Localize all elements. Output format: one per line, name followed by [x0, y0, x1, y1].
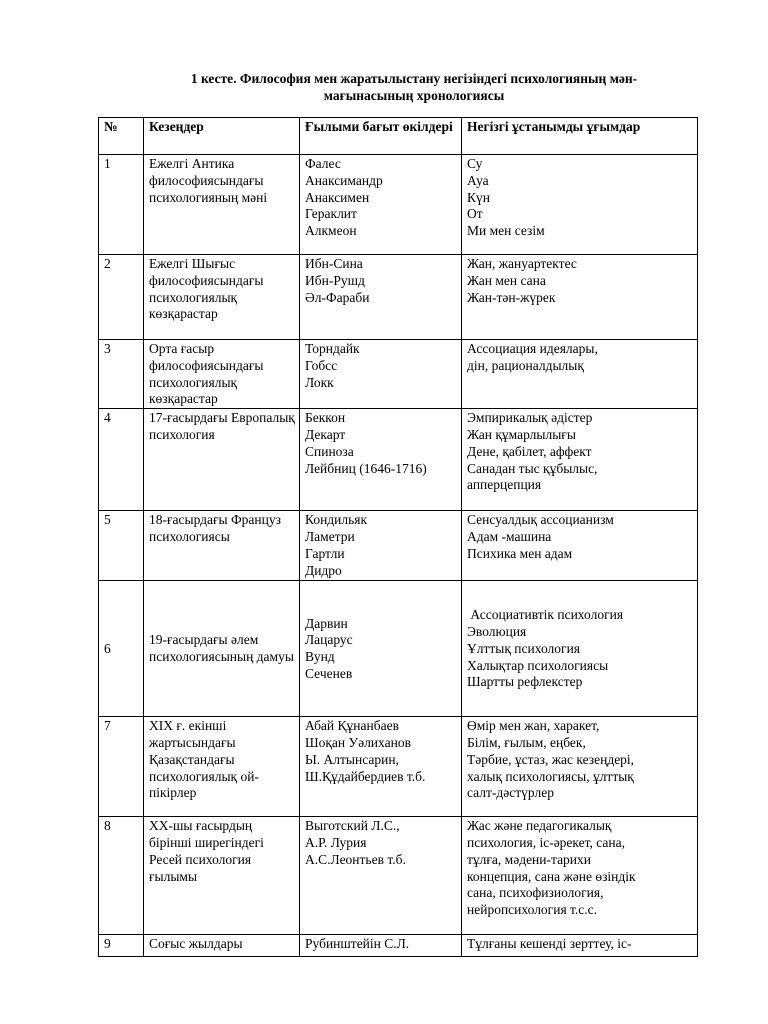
table-row [99, 817, 698, 935]
row-number: 3 [99, 340, 144, 409]
row-representatives [300, 581, 462, 717]
row-concepts [462, 511, 698, 581]
row-period: ХХ-шы ғасырдың бірінші ширегіндегі Ресей психология ғылымы [144, 817, 300, 935]
row-number: 7 [99, 717, 144, 817]
row-concepts [462, 340, 698, 409]
representative-name: Рубинштейін С.Л. [305, 936, 410, 952]
representative-name: Декарт [305, 426, 346, 442]
concept-item: Тұлғаны кешенді зерттеу, іс- [467, 936, 632, 952]
concept-item: Өмір мен жан, харакет, [467, 718, 600, 734]
row-representatives [300, 409, 462, 511]
concept-item: Халықтар психологиясы [467, 657, 609, 673]
row-concepts [462, 581, 698, 717]
row-period: 18-ғасырдағы Француз психологиясы [144, 511, 300, 581]
representative-name: Дарвин [305, 615, 348, 631]
row-number: 2 [99, 255, 144, 340]
caption-line-2: мағынасының хронологиясы [323, 88, 505, 103]
header-number: № [99, 118, 144, 155]
concept-item: Сенсуалдық ассоцианизм [467, 512, 614, 528]
concept-item: Тәрбие, ұстаз, жас кезеңдері, [467, 751, 635, 767]
header-concepts: Негізгі ұстанымды ұғымдар [462, 118, 698, 155]
row-period: Ежелгі Антика философиясындағы психологияның мәні [144, 155, 300, 255]
concept-item: От [467, 206, 483, 222]
row-concepts [462, 255, 698, 340]
row-period: Ежелгі Шығыс философиясындағы психологиялық көзқарастар [144, 255, 300, 340]
row-number: 6 [99, 581, 144, 717]
concept-item: салт-дәстүрлер [467, 785, 554, 801]
concept-item: Жан мен сана [467, 272, 546, 288]
concept-item: концепция, сана және өзіндік [467, 868, 636, 884]
row-representatives [300, 340, 462, 409]
caption-line-1: 1 кесте. Философия мен жаратылыстану негізіндегі психологияның мән- [190, 71, 638, 86]
row-concepts [462, 717, 698, 817]
representative-name: Алкмеон [305, 223, 357, 239]
row-number: 1 [99, 155, 144, 255]
concept-item: сана, психофизиология, [467, 885, 604, 901]
representative-name: Абай Құнанбаев [305, 718, 399, 734]
table-body [99, 155, 698, 957]
concept-item: Жан-тән-жүрек [467, 289, 556, 305]
header-period: Кезеңдер [144, 118, 300, 155]
concept-item: Жан, жануартектес [467, 256, 577, 271]
chronology-table [98, 117, 698, 957]
row-concepts [462, 409, 698, 511]
concept-item: Санадан тыс құбылыс, [467, 460, 598, 476]
representative-name: Кондильяк [305, 512, 368, 528]
row-concepts [462, 935, 698, 957]
concept-item: Эмпирикалық әдістер [467, 410, 593, 426]
representative-name: Вунд [305, 649, 335, 665]
concept-item: апперцепция [467, 477, 542, 493]
representative-name: Выготский Л.С., [305, 818, 400, 834]
representative-name: Лейбниц (1646-1716) [305, 460, 427, 476]
row-number: 9 [99, 935, 144, 957]
table-row [99, 155, 698, 255]
concept-item: психология, іс-әрекет, сана, [467, 834, 626, 850]
row-number: 8 [99, 817, 144, 935]
representative-name: А.Р. Лурия [305, 834, 367, 850]
row-representatives [300, 155, 462, 255]
representative-name: Локк [305, 374, 334, 390]
table-row [99, 511, 698, 581]
row-number: 5 [99, 511, 144, 581]
row-period: 19-ғасырдағы әлем психологиясының дамуы [144, 581, 300, 717]
representative-name: Гераклит [305, 206, 357, 222]
representative-name: Ы. Алтынсарин, [305, 751, 399, 767]
representative-name: Ш.Құдайбердиев т.б. [305, 768, 426, 784]
concept-item: дін, рационалдылық [467, 357, 584, 373]
representative-name: Дидро [305, 562, 342, 578]
concept-item: Су [467, 156, 483, 171]
row-representatives [300, 817, 462, 935]
concept-item: Шартты рефлекстер [467, 674, 583, 690]
representative-name: Гобсс [305, 357, 338, 373]
table-row [99, 255, 698, 340]
concept-item: халық психологиясы, ұлттық [467, 768, 634, 784]
row-representatives [300, 511, 462, 581]
representative-name: Сеченев [305, 665, 353, 681]
table-row [99, 581, 698, 717]
table-header-row [99, 118, 698, 155]
row-concepts [462, 155, 698, 255]
concept-item: Психика мен адам [467, 545, 573, 561]
representative-name: Спиноза [305, 443, 354, 459]
row-period: XIX ғ. екінші жартысындағы Қазақстандағы психологиялық ой-пікірлер [144, 717, 300, 817]
row-period: Соғыс жылдары [144, 935, 300, 957]
row-period: 17-ғасырдағы Европалық психология [144, 409, 300, 511]
row-representatives [300, 717, 462, 817]
concept-item: тұлға, мәдени-тарихи [467, 851, 592, 867]
representative-name: Ибн-Рушд [305, 272, 365, 288]
concept-item: Адам -машина [467, 528, 552, 544]
concept-item: Ассоциативтік психология [467, 607, 624, 623]
table-row [99, 717, 698, 817]
concept-item: Жан құмарлылығы [467, 426, 576, 442]
concept-item: Ми мен сезім [467, 223, 545, 239]
row-concepts [462, 817, 698, 935]
representative-name: Ибн-Сина [305, 256, 363, 271]
header-representatives: Ғылыми бағыт өкілдері [300, 118, 462, 155]
table-row [99, 340, 698, 409]
representative-name: Анаксимен [305, 189, 370, 205]
representative-name: А.С.Леонтьев т.б. [305, 851, 406, 867]
representative-name: Беккон [305, 410, 346, 426]
representative-name: Фалес [305, 156, 341, 171]
row-representatives [300, 255, 462, 340]
concept-item: Ауа [467, 172, 489, 188]
representative-name: Анаксимандр [305, 172, 383, 188]
concept-item: Ассоциация идеялары, [467, 341, 598, 356]
table-row [99, 409, 698, 511]
concept-item: Күн [467, 189, 490, 205]
concept-item: Білім, ғылым, еңбек, [467, 734, 586, 750]
concept-item: Эволюция [467, 623, 527, 639]
representative-name: Лацарус [305, 632, 353, 648]
representative-name: Әл-Фараби [305, 289, 370, 305]
representative-name: Торндайк [305, 341, 360, 356]
row-number: 4 [99, 409, 144, 511]
concept-item: нейропсихология т.с.с. [467, 902, 598, 918]
representative-name: Гартли [305, 545, 345, 561]
concept-item: Дене, қабілет, аффект [467, 443, 592, 459]
row-period: Орта ғасыр философиясындағы психологиялық көзқарастар [144, 340, 300, 409]
table-row [99, 935, 698, 957]
table-caption [100, 70, 728, 104]
concept-item: Жас және педагогикалық [467, 818, 612, 834]
representative-name: Шоқан Уәлиханов [305, 734, 411, 750]
concept-item: Ұлттық психология [467, 640, 580, 656]
row-representatives [300, 935, 462, 957]
representative-name: Ламетри [305, 528, 355, 544]
